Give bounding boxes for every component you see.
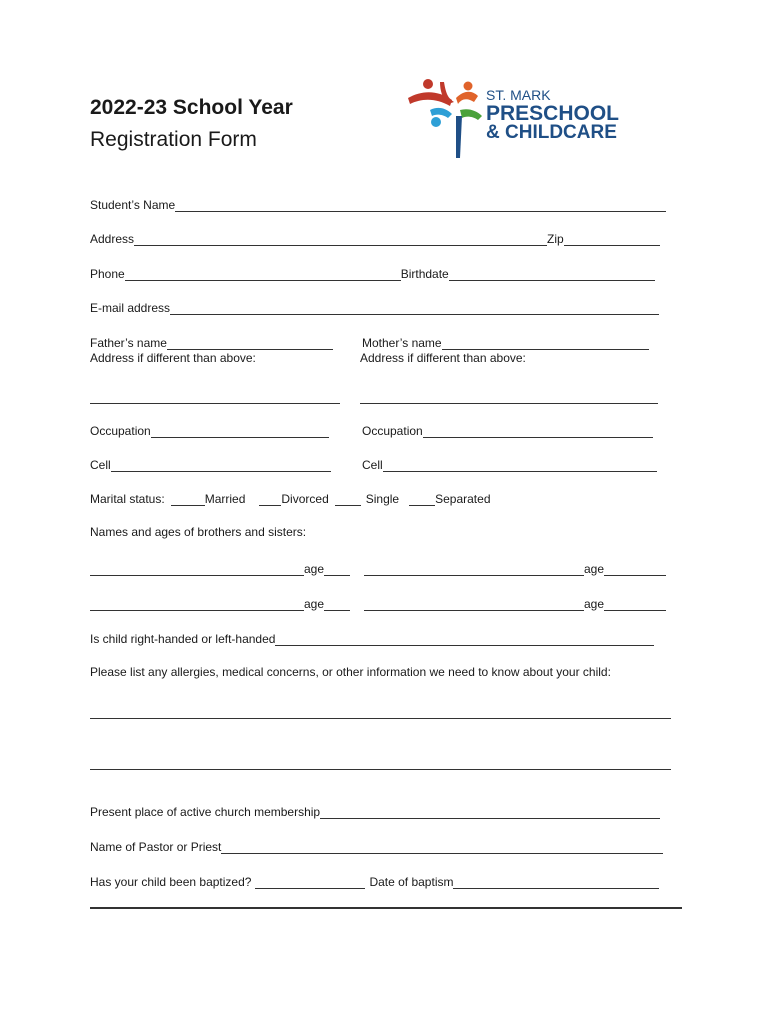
mother-occupation-row[interactable] [362, 422, 653, 438]
sibling-row-1a[interactable] [90, 560, 350, 576]
allergies-line[interactable] [90, 707, 671, 719]
mother-address-line[interactable] [360, 392, 658, 404]
sibling-name-line[interactable] [90, 564, 304, 576]
email-label: E-mail address [90, 301, 171, 315]
sibling-name-line[interactable] [364, 599, 584, 611]
sibling-age-line[interactable] [604, 599, 666, 611]
father-name-label: Father’s name [90, 336, 167, 350]
mother-cell-label: Cell [362, 458, 383, 472]
sibling-age-line[interactable] [324, 599, 350, 611]
age-label: age [304, 562, 325, 576]
sibling-row-2a[interactable] [90, 595, 350, 611]
single-label: Single [365, 492, 400, 506]
mother-cell-row[interactable] [362, 456, 657, 472]
mother-occupation-label: Occupation [362, 424, 423, 438]
address-line[interactable] [134, 234, 547, 246]
baptized-label: Has your child been baptized? [90, 875, 252, 889]
separated-label: Separated [435, 492, 491, 506]
allergies-row-1[interactable] [90, 703, 671, 719]
allergies-line[interactable] [90, 758, 671, 770]
father-name-row[interactable] [90, 334, 333, 350]
bottom-rule [90, 907, 682, 909]
student-name-label: Student’s Name [90, 198, 176, 212]
email-row[interactable] [90, 299, 659, 315]
mother-address-row[interactable] [360, 388, 658, 404]
phone-row[interactable] [90, 265, 655, 281]
sibling-name-line[interactable] [90, 599, 304, 611]
father-address-line[interactable] [90, 392, 340, 404]
handedness-line[interactable] [275, 634, 654, 646]
father-cell-line[interactable] [111, 460, 331, 472]
age-label: age [304, 597, 325, 611]
married-line[interactable] [171, 494, 205, 506]
form-title: Registration Form [90, 128, 257, 151]
father-occupation-row[interactable] [90, 422, 329, 438]
pastor-label: Name of Pastor or Priest [90, 840, 222, 854]
logo-line-3: & CHILDCARE [486, 122, 617, 143]
mother-occupation-line[interactable] [423, 426, 653, 438]
student-name-line[interactable] [175, 200, 666, 212]
birthdate-line[interactable] [449, 269, 655, 281]
sibling-name-line[interactable] [364, 564, 584, 576]
form-title-year: 2022-23 School Year [90, 96, 293, 119]
zip-line[interactable] [564, 234, 660, 246]
married-label: Married [204, 492, 246, 506]
mother-name-row[interactable] [362, 334, 649, 350]
father-cell-label: Cell [90, 458, 111, 472]
baptized-line[interactable] [255, 877, 365, 889]
address-label: Address [90, 232, 135, 246]
sibling-row-1b[interactable] [364, 560, 666, 576]
church-row[interactable] [90, 803, 660, 819]
age-label: age [584, 597, 605, 611]
baptism-date-line[interactable] [453, 877, 659, 889]
divorced-line[interactable] [259, 494, 281, 506]
email-line[interactable] [170, 303, 659, 315]
siblings-label: Names and ages of brothers and sisters: [90, 525, 307, 539]
logo-line-2: PRESCHOOL [486, 102, 620, 125]
baptized-row[interactable] [90, 873, 659, 889]
phone-label: Phone [90, 267, 125, 281]
church-label: Present place of active church membership [90, 805, 321, 819]
sibling-age-line[interactable] [324, 564, 350, 576]
marital-status-label: Marital status: [90, 492, 165, 506]
divorced-label: Divorced [281, 492, 329, 506]
separated-line[interactable] [409, 494, 435, 506]
father-address-note: Address if different than above: [90, 351, 256, 365]
allergies-row-2[interactable] [90, 754, 671, 770]
student-name-row[interactable] [90, 196, 666, 212]
age-label: age [584, 562, 605, 576]
allergies-label: Please list any allergies, medical concerns, or other information we need to know about your child: [90, 665, 611, 679]
father-occupation-line[interactable] [151, 426, 329, 438]
handedness-label: Is child right-handed or left-handed [90, 632, 276, 646]
church-line[interactable] [320, 807, 660, 819]
sibling-age-line[interactable] [604, 564, 666, 576]
mother-name-label: Mother’s name [362, 336, 442, 350]
logo-line-1: ST. MARK [486, 87, 551, 103]
handedness-row[interactable] [90, 630, 654, 646]
phone-line[interactable] [125, 269, 401, 281]
pastor-line[interactable] [221, 842, 663, 854]
father-name-line[interactable] [167, 338, 333, 350]
father-occupation-label: Occupation [90, 424, 151, 438]
father-address-row[interactable] [90, 388, 340, 404]
address-row[interactable] [90, 230, 660, 246]
birthdate-label: Birthdate [400, 267, 449, 281]
marital-status-row[interactable] [90, 490, 491, 506]
mother-address-note: Address if different than above: [360, 351, 526, 365]
mother-name-line[interactable] [442, 338, 649, 350]
sibling-row-2b[interactable] [364, 595, 666, 611]
baptism-date-label: Date of baptism [369, 875, 454, 889]
mother-cell-line[interactable] [383, 460, 657, 472]
single-line[interactable] [335, 494, 361, 506]
father-cell-row[interactable] [90, 456, 331, 472]
st-mark-logo [400, 76, 660, 160]
pastor-row[interactable] [90, 838, 663, 854]
zip-label: Zip [547, 232, 564, 246]
